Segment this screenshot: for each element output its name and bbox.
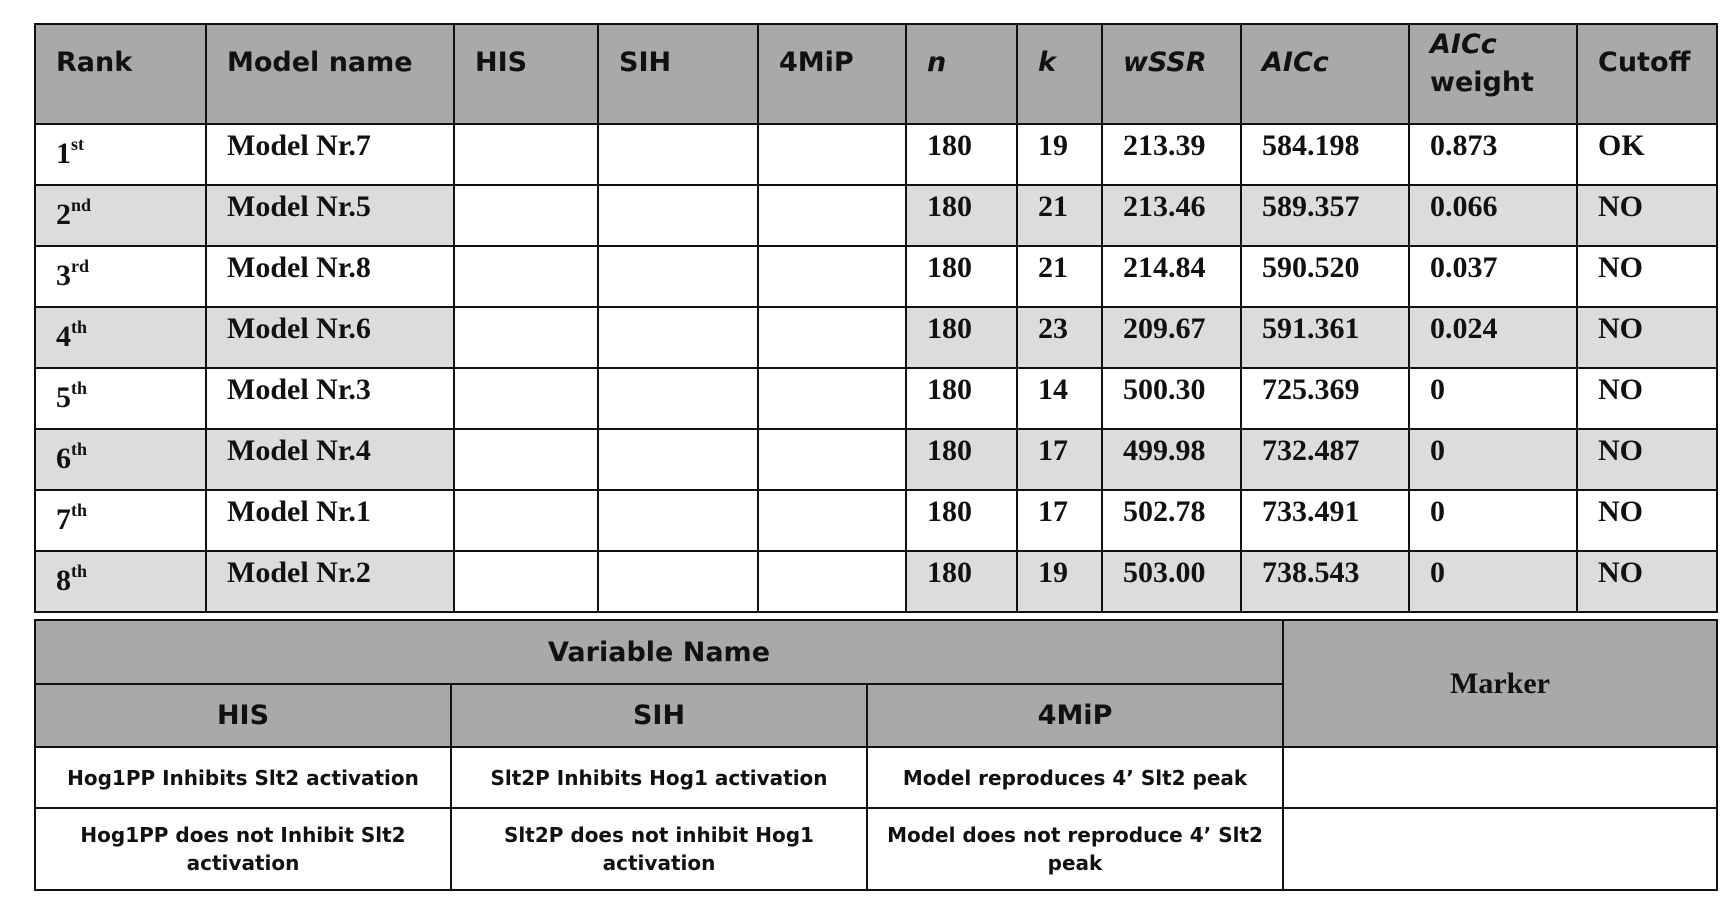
cutoff-cell: NO (1577, 429, 1717, 490)
header-his: HIS (454, 24, 598, 124)
legend-his-check-text: Hog1PP Inhibits Slt2 activation (35, 747, 451, 808)
header-wssr: wSSR (1102, 24, 1241, 124)
n-cell: 180 (906, 429, 1017, 490)
rank-suffix: th (71, 378, 88, 398)
aicc-weight-cell: 0.024 (1409, 307, 1577, 368)
his-cell-hatch-marker (454, 246, 598, 307)
his-cell-checkerboard-marker (454, 185, 598, 246)
sih-cell-hatch-marker (598, 124, 758, 185)
header-aicc-weight-line1: AICc (1430, 29, 1497, 60)
rank-cell (35, 185, 206, 246)
model-name-cell: Model Nr.2 (206, 551, 454, 612)
rank-cell (35, 246, 206, 307)
sih-cell-checkerboard-marker (598, 307, 758, 368)
rank-number: 7 (56, 503, 71, 536)
table-row (35, 124, 1717, 185)
wssr-cell: 499.98 (1102, 429, 1241, 490)
his-cell-checkerboard-marker (454, 551, 598, 612)
header-rank: Rank (35, 24, 206, 124)
cutoff-cell: NO (1577, 551, 1717, 612)
model-ranking-table (34, 23, 1718, 613)
table-row (35, 490, 1717, 551)
k-cell: 21 (1017, 185, 1102, 246)
model-name-cell: Model Nr.3 (206, 368, 454, 429)
sih-cell-hatch-marker (598, 490, 758, 551)
rank-cell (35, 124, 206, 185)
his-cell-checkerboard-marker (454, 307, 598, 368)
wssr-cell: 209.67 (1102, 307, 1241, 368)
rank-suffix: rd (71, 256, 89, 276)
rank-cell (35, 551, 206, 612)
header-aicc-weight-line2: weight (1430, 67, 1534, 98)
aicc-cell: 732.487 (1241, 429, 1409, 490)
aicc-cell: 589.357 (1241, 185, 1409, 246)
legend-marker-header: Marker (1283, 620, 1717, 747)
rank-suffix: st (71, 134, 84, 154)
rank-number: 1 (56, 137, 71, 170)
rank-cell (35, 490, 206, 551)
sih-cell-checkerboard-marker (598, 551, 758, 612)
4mip-cell-checkerboard-marker (758, 246, 906, 307)
n-cell: 180 (906, 368, 1017, 429)
aicc-cell: 733.491 (1241, 490, 1409, 551)
4mip-cell-hatch-marker (758, 490, 906, 551)
header-n: n (906, 24, 1017, 124)
rank-number: 3 (56, 259, 71, 292)
legend-his-hatch-text: Hog1PP does not Inhibit Slt2 activation (35, 808, 451, 890)
aicc-cell: 591.361 (1241, 307, 1409, 368)
header-aicc-weight (1409, 24, 1577, 124)
legend-sih-hatch-text: Slt2P does not inhibit Hog1 activation (451, 808, 867, 890)
legend-4mip-header: 4MiP (867, 684, 1283, 747)
cutoff-cell: NO (1577, 307, 1717, 368)
n-cell: 180 (906, 124, 1017, 185)
table-row (35, 368, 1717, 429)
aicc-weight-cell: 0.037 (1409, 246, 1577, 307)
k-cell: 14 (1017, 368, 1102, 429)
4mip-cell-checkerboard-marker (758, 185, 906, 246)
legend-4mip-check-text: Model reproduces 4’ Slt2 peak (867, 747, 1283, 808)
sih-cell-checkerboard-marker (598, 429, 758, 490)
wssr-cell: 502.78 (1102, 490, 1241, 551)
rank-suffix: th (71, 561, 88, 581)
rank-number: 2 (56, 198, 71, 231)
sih-cell-checkerboard-marker (598, 246, 758, 307)
aicc-weight-cell: 0 (1409, 368, 1577, 429)
legend-sih-check-text: Slt2P Inhibits Hog1 activation (451, 747, 867, 808)
header-k: k (1017, 24, 1102, 124)
n-cell: 180 (906, 307, 1017, 368)
aicc-cell: 725.369 (1241, 368, 1409, 429)
rank-number: 5 (56, 381, 71, 414)
n-cell: 180 (906, 551, 1017, 612)
rank-suffix: th (71, 317, 88, 337)
table-row (35, 429, 1717, 490)
aicc-cell: 738.543 (1241, 551, 1409, 612)
rank-cell (35, 429, 206, 490)
header-sih: SIH (598, 24, 758, 124)
rank-number: 8 (56, 564, 71, 597)
4mip-cell-hatch-marker (758, 429, 906, 490)
4mip-cell-checkerboard-marker (758, 307, 906, 368)
rank-number: 4 (56, 320, 71, 353)
table-row (35, 185, 1717, 246)
legend-variable-name-header: Variable Name (35, 620, 1283, 684)
wssr-cell: 213.39 (1102, 124, 1241, 185)
model-name-cell: Model Nr.1 (206, 490, 454, 551)
his-cell-hatch-marker (454, 429, 598, 490)
model-name-cell: Model Nr.4 (206, 429, 454, 490)
his-cell-checkerboard-marker (454, 490, 598, 551)
wssr-cell: 500.30 (1102, 368, 1241, 429)
4mip-cell-checkerboard-marker (758, 124, 906, 185)
header-aicc: AICc (1241, 24, 1409, 124)
k-cell: 21 (1017, 246, 1102, 307)
k-cell: 19 (1017, 124, 1102, 185)
n-cell: 180 (906, 185, 1017, 246)
model-name-cell: Model Nr.7 (206, 124, 454, 185)
4mip-cell-hatch-marker (758, 551, 906, 612)
legend-row-check (35, 747, 1717, 808)
rank-cell (35, 307, 206, 368)
his-cell-hatch-marker (454, 368, 598, 429)
wssr-cell: 503.00 (1102, 551, 1241, 612)
cutoff-cell: NO (1577, 185, 1717, 246)
aicc-cell: 584.198 (1241, 124, 1409, 185)
header-4mip: 4MiP (758, 24, 906, 124)
legend-checkerboard-marker (1283, 747, 1717, 808)
sih-cell-hatch-marker (598, 368, 758, 429)
rank-suffix: th (71, 500, 88, 520)
his-cell-hatch-marker (454, 124, 598, 185)
legend-table (34, 619, 1718, 891)
legend-his-header: HIS (35, 684, 451, 747)
table-row (35, 246, 1717, 307)
model-name-cell: Model Nr.8 (206, 246, 454, 307)
rank-suffix: th (71, 439, 88, 459)
table-row (35, 551, 1717, 612)
legend-sih-header: SIH (451, 684, 867, 747)
legend-hatch-marker (1283, 808, 1717, 890)
aicc-weight-cell: 0 (1409, 429, 1577, 490)
k-cell: 23 (1017, 307, 1102, 368)
n-cell: 180 (906, 490, 1017, 551)
header-model-name: Model name (206, 24, 454, 124)
rank-suffix: nd (71, 195, 92, 215)
wssr-cell: 213.46 (1102, 185, 1241, 246)
rank-number: 6 (56, 442, 71, 475)
k-cell: 17 (1017, 490, 1102, 551)
cutoff-cell: OK (1577, 124, 1717, 185)
k-cell: 17 (1017, 429, 1102, 490)
wssr-cell: 214.84 (1102, 246, 1241, 307)
aicc-weight-cell: 0.066 (1409, 185, 1577, 246)
cutoff-cell: NO (1577, 246, 1717, 307)
aicc-cell: 590.520 (1241, 246, 1409, 307)
legend-row-hatch (35, 808, 1717, 890)
aicc-weight-cell: 0.873 (1409, 124, 1577, 185)
model-name-cell: Model Nr.6 (206, 307, 454, 368)
aicc-weight-cell: 0 (1409, 551, 1577, 612)
header-cutoff: Cutoff (1577, 24, 1717, 124)
sih-cell-hatch-marker (598, 185, 758, 246)
n-cell: 180 (906, 246, 1017, 307)
table-row (35, 307, 1717, 368)
legend-4mip-hatch-text: Model does not reproduce 4’ Slt2 peak (867, 808, 1283, 890)
model-name-cell: Model Nr.5 (206, 185, 454, 246)
aicc-weight-cell: 0 (1409, 490, 1577, 551)
cutoff-cell: NO (1577, 490, 1717, 551)
table-header-row (35, 24, 1717, 124)
table-body (35, 124, 1717, 612)
k-cell: 19 (1017, 551, 1102, 612)
4mip-cell-hatch-marker (758, 368, 906, 429)
cutoff-cell: NO (1577, 368, 1717, 429)
rank-cell (35, 368, 206, 429)
